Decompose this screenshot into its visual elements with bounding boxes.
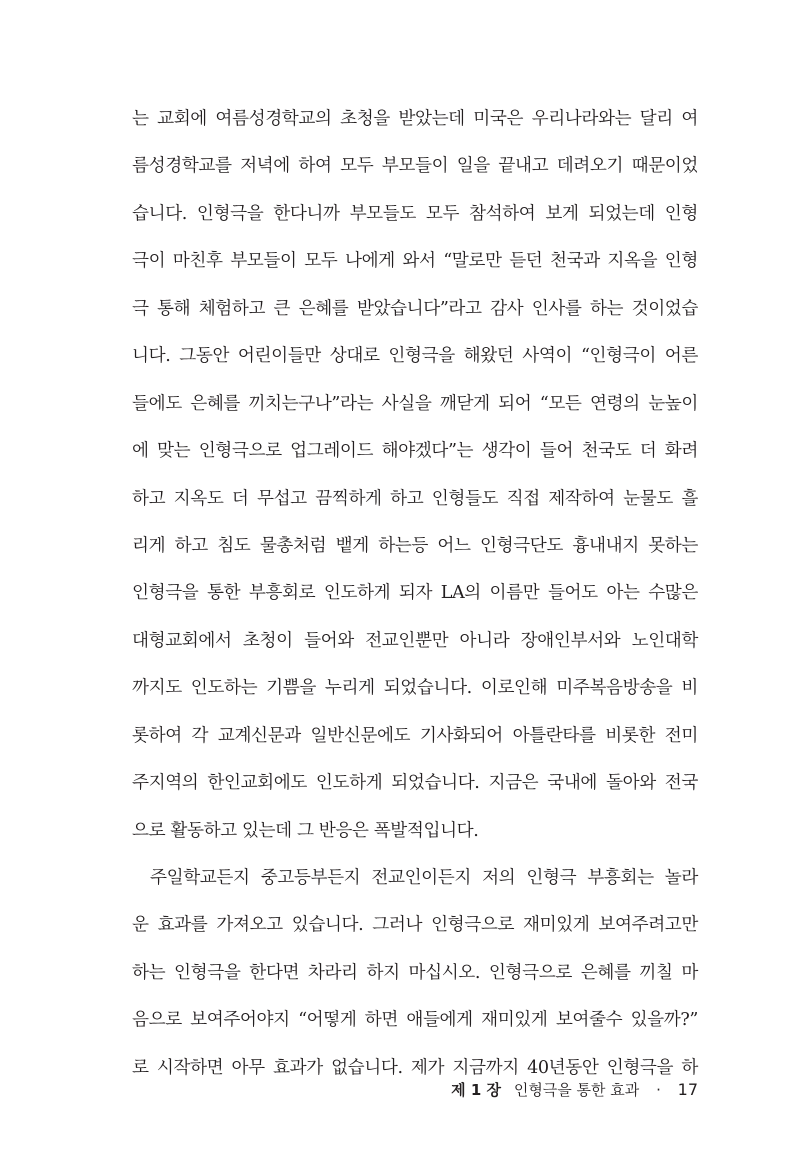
text-line-indented: 주일학교든지 중고등부든지 전교인이든지 저의 인형극 부흥회는 놀라 (150, 868, 698, 888)
text-line: 대형교회에서 초청이 들어와 전교인뿐만 아니라 장애인부서와 노인대학 (132, 630, 698, 651)
text-line: 으로 활동하고 있는데 그 반응은 폭발적입니다. (132, 820, 479, 841)
text-line: 극 통해 체험하고 큰 은혜를 받았습니다”라고 감사 인사를 하는 것이었습 (132, 298, 698, 319)
text-line: 는 교회에 여름성경학교의 초청을 받았는데 미국은 우리나라와는 달리 여 (132, 109, 698, 129)
page-number: 17 (677, 1080, 698, 1099)
text-line: 롯하여 각 교계신문과 일반신문에도 기사화되어 아틀란타를 비롯한 전미 (132, 725, 698, 746)
text-line: 들에도 은혜를 끼치는구나”라는 사실을 깨닫게 되어 “모든 연령의 눈높이 (132, 393, 698, 414)
chapter-label: 제 1 장 (451, 1081, 502, 1099)
text-line: 음으로 보여주어야지 “어떻게 하면 애들에게 재미있게 보여줄수 있을까?” (132, 1010, 698, 1031)
body-text (132, 96, 698, 1092)
text-line: 하는 인형극을 한다면 차라리 하지 마십시오. 인형극으로 은혜를 끼칠 마 (132, 962, 698, 983)
text-line: 에 맞는 인형극으로 업그레이드 해야겠다”는 생각이 들어 천국도 더 화려 (132, 441, 698, 462)
text-line: 름성경학교를 저녁에 하여 모두 부모들이 일을 끝내고 데려오기 때문이었 (132, 156, 698, 177)
text-line: 로 시작하면 아무 효과가 없습니다. 제가 지금까지 40년동안 인형극을 하 (132, 1057, 698, 1078)
text-line: 인형극을 통한 부흥회로 인도하게 되자 LA의 이름만 들어도 아는 수많은 (132, 583, 698, 604)
text-line: 운 효과를 가져오고 있습니다. 그러나 인형극으로 재미있게 보여주려고만 (132, 915, 698, 936)
text-line: 까지도 인도하는 기쁨을 누리게 되었습니다. 이로인해 미주복음방송을 비 (132, 678, 698, 699)
text-line: 니다. 그동안 어린이들만 상대로 인형극을 해왔던 사역이 “인형극이 어른 (132, 346, 698, 367)
text-line: 극이 마친후 부모들이 모두 나에게 와서 “말로만 듣던 천국과 지옥을 인형 (132, 251, 698, 272)
chapter-title: 인형극을 통한 효과 (513, 1081, 640, 1099)
text-line: 습니다. 인형극을 한다니까 부모들도 모두 참석하여 보게 되었는데 인형 (132, 203, 698, 224)
text-line: 하고 지옥도 더 무섭고 끔찍하게 하고 인형들도 직접 제작하여 눈물도 흘 (132, 488, 698, 509)
text-line: 리게 하고 침도 물총처럼 뱉게 하는등 어느 인형극단도 흉내내지 못하는 (132, 535, 698, 556)
footer-separator: · (656, 1081, 661, 1099)
page-footer (420, 1076, 698, 1104)
text-line: 주지역의 한인교회에도 인도하게 되었습니다. 지금은 국내에 돌아와 전국 (132, 773, 698, 794)
